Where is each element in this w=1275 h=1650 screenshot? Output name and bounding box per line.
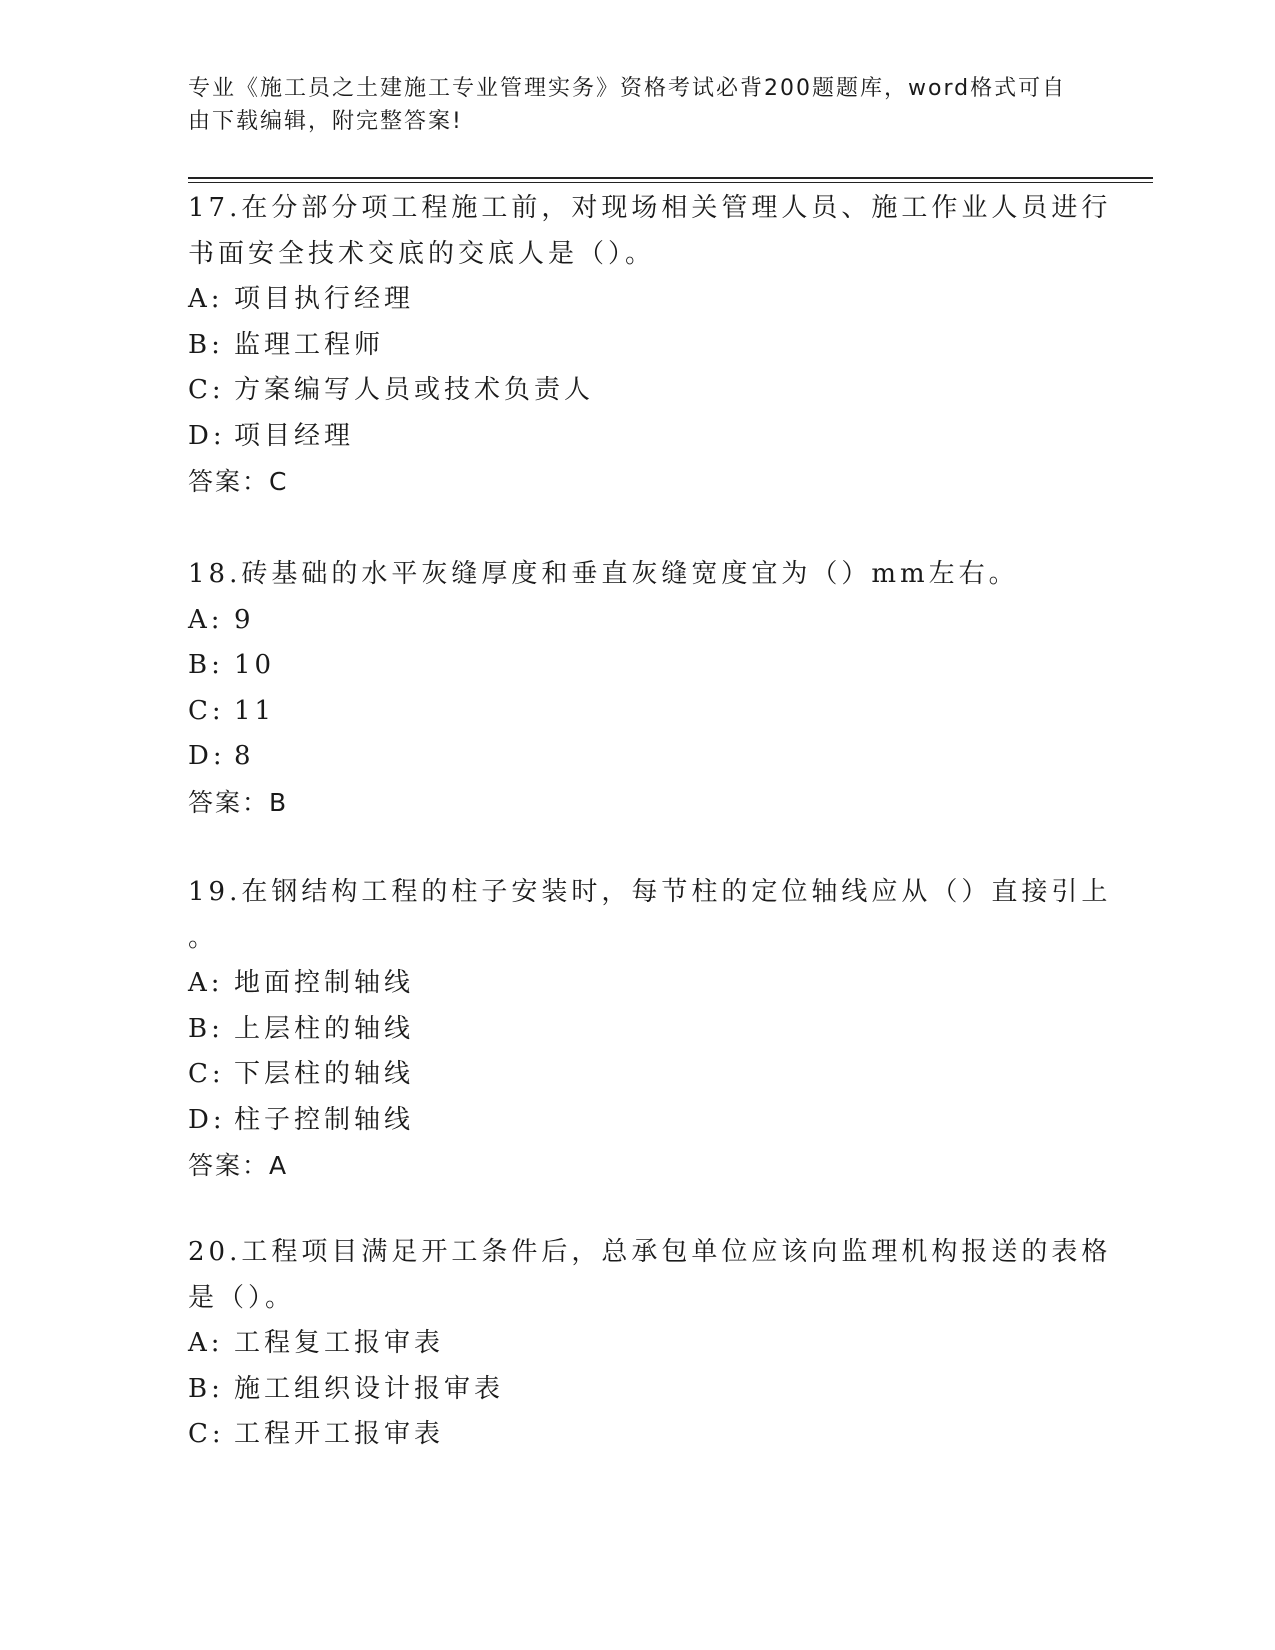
- option-a: [188, 1321, 1088, 1367]
- question-20: [188, 1230, 1112, 1458]
- option-text: 柱子控制轴线: [234, 1104, 415, 1135]
- option-key: D:: [188, 741, 226, 771]
- option-key: A:: [188, 968, 224, 998]
- option-key: A:: [188, 284, 224, 314]
- option-a: [188, 961, 1088, 1007]
- option-b: [188, 323, 1088, 369]
- option-key: D:: [188, 420, 226, 451]
- question-stem: 20.工程项目满足开工条件后，总承包单位应该向监理机构报送的表格: [188, 1237, 1112, 1267]
- option-text: 8: [234, 741, 255, 771]
- option-text: 下层柱的轴线: [234, 1059, 415, 1089]
- header-divider-thin: [188, 182, 1153, 183]
- answer-line: 答案：B: [188, 787, 289, 817]
- option-a: [188, 277, 1088, 323]
- option-text: 项目执行经理: [234, 284, 415, 314]
- option-key: B:: [188, 1013, 224, 1044]
- question-stem: 书面安全技术交底的交底人是（）。: [188, 238, 656, 269]
- answer-line: 答案：A: [188, 1151, 289, 1180]
- option-text: 11: [234, 695, 276, 726]
- option-key: A:: [188, 604, 224, 635]
- option-key: C:: [188, 1059, 225, 1089]
- option-key: B:: [188, 650, 224, 680]
- option-key: C:: [188, 375, 225, 405]
- question-stem: 18.砖基础的水平灰缝厚度和垂直灰缝宽度宜为（）mm左右。: [188, 559, 1019, 589]
- document-header: 专业《施工员之土建施工专业管理实务》资格考试必背200题题库，word格式可自由下载编辑，附完整答案!: [188, 76, 1067, 134]
- answer-line: 答案：C: [188, 467, 289, 496]
- question-17: [188, 186, 1112, 505]
- option-d: [188, 1098, 1088, 1144]
- option-d: [188, 734, 1088, 780]
- question-stem: 19.在钢结构工程的柱子安装时，每节柱的定位轴线应从（）直接引上: [188, 877, 1112, 907]
- option-text: 上层柱的轴线: [234, 1013, 415, 1044]
- option-text: 施工组织设计报审表: [234, 1373, 505, 1404]
- question-stem: 是（）。: [188, 1282, 296, 1313]
- option-text: 监理工程师: [234, 329, 385, 360]
- question-stem: 17.在分部分项工程施工前，对现场相关管理人员、施工作业人员进行: [188, 193, 1112, 223]
- option-c: [188, 689, 1088, 735]
- option-text: 10: [234, 650, 276, 680]
- option-text: 工程复工报审表: [234, 1328, 445, 1358]
- option-c: [188, 368, 1088, 414]
- option-text: 地面控制轴线: [234, 968, 415, 998]
- question-stem: 。: [188, 922, 219, 953]
- option-key: A:: [188, 1328, 224, 1358]
- option-text: 工程开工报审表: [234, 1419, 445, 1449]
- option-key: C:: [188, 695, 225, 726]
- option-key: B:: [188, 1373, 224, 1404]
- option-b: [188, 1367, 1088, 1413]
- option-text: 项目经理: [234, 420, 355, 451]
- question-18: [188, 552, 1088, 825]
- option-b: [188, 643, 1088, 689]
- option-text: 9: [234, 604, 255, 635]
- option-text: 方案编写人员或技术负责人: [234, 375, 595, 405]
- header-divider: [188, 177, 1153, 179]
- option-c: [188, 1412, 1088, 1458]
- option-b: [188, 1007, 1088, 1053]
- option-c: [188, 1052, 1088, 1098]
- question-19: [188, 870, 1112, 1189]
- option-key: D:: [188, 1104, 226, 1135]
- option-a: [188, 598, 1088, 644]
- option-key: B:: [188, 329, 224, 360]
- option-key: C:: [188, 1419, 225, 1449]
- option-d: [188, 414, 1088, 460]
